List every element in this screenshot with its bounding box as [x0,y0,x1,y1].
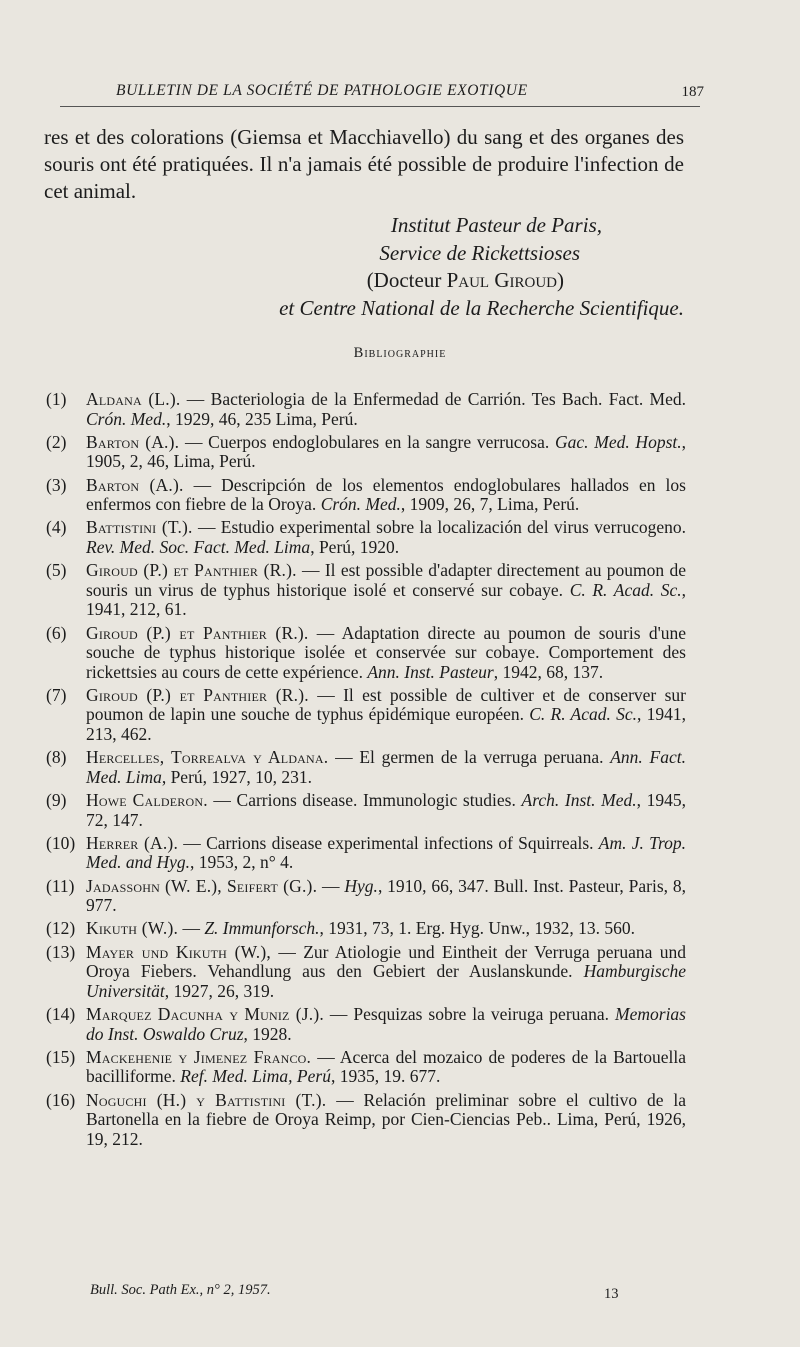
reference-number: (12) [46,918,76,939]
reference-text: — Estudio experimental sobre la localización del virus verrucogeno. [192,517,686,538]
reference-number: (13) [46,941,76,962]
reference-number: (8) [46,747,67,768]
reference-text: — [317,875,345,896]
reference-author: Herrer (A.). [86,832,179,853]
reference-source: Ann. Inst. Pasteur [367,661,494,682]
reference-number: (11) [46,875,75,896]
reference-author: Howe Calderon. [86,790,208,811]
reference-number: (9) [46,790,67,811]
reference-author: Aldana (L.). [86,389,181,409]
reference-source: C. R. Acad. Sc. [569,579,682,600]
reference-details: , Perú, 1927, 10, 231. [161,766,313,787]
reference-list [46,390,686,1153]
running-title: BULLETIN DE LA SOCIÉTÉ DE PATHOLOGIE EXOTIQUE [116,82,528,99]
reference-source: Crón. Med. [86,408,167,429]
reference-item [46,1048,686,1087]
footer-citation: Bull. Soc. Path Ex., n° 2, 1957. [90,1282,271,1298]
reference-item [46,943,686,1002]
reference-item [46,1091,686,1150]
reference-details: , 1953, 2, n° 4. [190,852,294,873]
reference-text: — [178,918,205,939]
reference-author: Barton (A.). [86,474,184,495]
reference-text: — Il est possible d'adapter directement au poumon de souris un virus de typhus historique isolé et conservé sur cobaye. [86,560,686,600]
reference-author: Mayer und Kikuth (W.), [86,941,271,962]
reference-details: , 1931, 73, 1. Erg. Hyg. Unw., 1932, 13. 560. [319,918,636,939]
reference-source: Ann. Fact. Med. Lima [86,747,686,787]
reference-author: Mackehenie y Jimenez Franco. [86,1046,312,1067]
reference-author: Barton (A.). [86,431,180,452]
reference-item [46,518,686,557]
reference-author: Giroud (P.) et Panthier (R.). [86,560,297,581]
intro-text: res et des colorations (Giemsa et Macchiavello) du sang et des organes des souris ont été pratiquées. Il n'a jamais été possible de produire l'infection de cet animal. [44,125,684,203]
reference-author: Marquez Dacunha y Muniz (J.). [86,1003,324,1024]
reference-text: — Il est possible de cultiver et de conserver sur poumon de lapin une souche de typhus épidémique européen. [86,684,686,725]
reference-item [46,877,686,916]
reference-author: Jadassohn (W. E.), Seifert (G.). [86,875,318,896]
bibliography-heading: Bibliographie [353,345,447,361]
reference-details: , 1909, 26, 7, Lima, Perú. [400,494,580,515]
reference-author: Giroud (P.) et Panthier (R.). [86,684,309,705]
page-number: 187 [681,84,704,100]
reference-item [46,748,686,787]
signature-block [44,212,684,322]
reference-details: , 1945, 72, 147. [86,790,687,830]
header-rule [60,106,700,107]
reference-source: Arch. Inst. Med. [521,790,637,811]
reference-details: , 1929, 46, 235 Lima, Perú. [166,408,358,429]
signature-person-suffix: ) [557,268,564,292]
reference-number: (2) [46,431,67,452]
reference-text: — Relación preliminar sobre el cultivo de la Bartonella en la fiebre de Oroya Reimp, por Cien-Ciencias Peb.. Lima, Perú, 1926, 19, 212. [86,1089,687,1149]
reference-source: Hyg. [344,875,378,896]
reference-details: , Perú, 1920. [310,536,400,557]
reference-source: Ref. Med. Lima, Perú [180,1066,331,1087]
reference-text: — Carrions disease. Immunologic studies. [207,790,522,811]
reference-source: Rev. Med. Soc. Fact. Med. Lima [86,536,311,557]
signature-cnrs: et Centre National de la Recherche Scientifique. [279,295,684,320]
reference-text: — Descripción de los elementos endoglobulares hallados en los enfermos con fiebre de la Oroya. [86,474,686,515]
signature-person [44,267,684,295]
reference-text: — Pesquizas sobre la veiruga peruana. [323,1003,616,1024]
reference-number: (4) [46,517,67,538]
reference-details: , 1928. [243,1023,292,1044]
reference-author: Giroud (P.) et Panthier (R.). [86,622,309,643]
signature-person-name: Paul Giroud [446,268,557,292]
reference-author: Kikuth (W.). [86,918,179,939]
reference-source: Memorias do Inst. Oswaldo Cruz [86,1003,686,1044]
reference-details: , 1910, 66, 347. Bull. Inst. Pasteur, Paris, 8, 977. [86,875,687,916]
reference-text: — Cuerpos endoglobulares en la sangre verrucosa. [179,431,555,452]
reference-item [46,791,686,830]
reference-source: Hamburgische Universität [86,961,686,1001]
reference-source: Am. J. Trop. Med. and Hyg. [86,832,686,873]
reference-text: — Adaptation directe au poumon de souris d'une souche de typhus historique isolée et conservée sur cobaye. Comportement des rickettsies au cours de cette expérience. [86,622,686,682]
reference-source: Z. Immunforsch. [204,918,320,939]
reference-details: , 1935, 19. 677. [330,1066,441,1087]
reference-number: (16) [46,1089,76,1110]
reference-number: (15) [46,1046,76,1067]
signature-institution: Institut Pasteur de Paris, [390,213,602,237]
page-header [60,82,708,112]
reference-details: , 1942, 68, 137. [493,661,604,682]
reference-number: (6) [46,622,67,643]
reference-number: (1) [46,389,67,409]
intro-paragraph [44,124,684,205]
reference-text: — Acerca del mozaico de poderes de la Bartouella bacilliforme. [86,1046,686,1087]
reference-item [46,476,686,515]
reference-details: , 1905, 2, 46, Lima, Perú. [86,431,686,472]
reference-item [46,624,686,683]
signature-person-prefix: (Docteur [366,268,447,292]
reference-number: (14) [46,1003,76,1024]
reference-author: Battistini (T.). [86,517,193,538]
reference-text: — Bacteriologia de la Enfermedad de Carrión. Tes Bach. Fact. Med. [180,389,686,409]
reference-details: , 1941, 212, 61. [86,579,686,620]
reference-item [46,686,686,745]
reference-details: , 1941, 213, 462. [86,704,686,745]
reference-item [46,390,686,429]
reference-source: C. R. Acad. Sc. [529,704,637,725]
reference-number: (5) [46,560,67,581]
reference-item [46,834,686,873]
reference-number: (3) [46,474,67,495]
reference-text: — Zur Atiologie und Eintheit der Verruga peruana und Oroya Fiebers. Vehandlung aus den Gebiert der Auslanskunde. [86,941,686,982]
reference-author: Noguchi (H.) y Battistini (T.). [86,1089,327,1110]
reference-source: Crón. Med. [320,494,401,515]
reference-item [46,561,686,620]
reference-number: (10) [46,832,76,853]
reference-text: — Carrions disease experimental infections of Squirreals. [178,832,599,853]
reference-item [46,1005,686,1044]
footer-signature-mark: 13 [604,1286,619,1302]
signature-service: Service de Rickettsioses [379,240,580,265]
reference-item [46,433,686,472]
reference-source: Gac. Med. Hopst. [554,431,682,452]
reference-number: (7) [46,684,67,705]
reference-details: , 1927, 26, 319. [164,980,275,1001]
reference-author: Hercelles, Torrealva y Aldana. [86,747,329,768]
reference-item [46,919,686,939]
reference-text: — El germen de la verruga peruana. [328,747,611,768]
